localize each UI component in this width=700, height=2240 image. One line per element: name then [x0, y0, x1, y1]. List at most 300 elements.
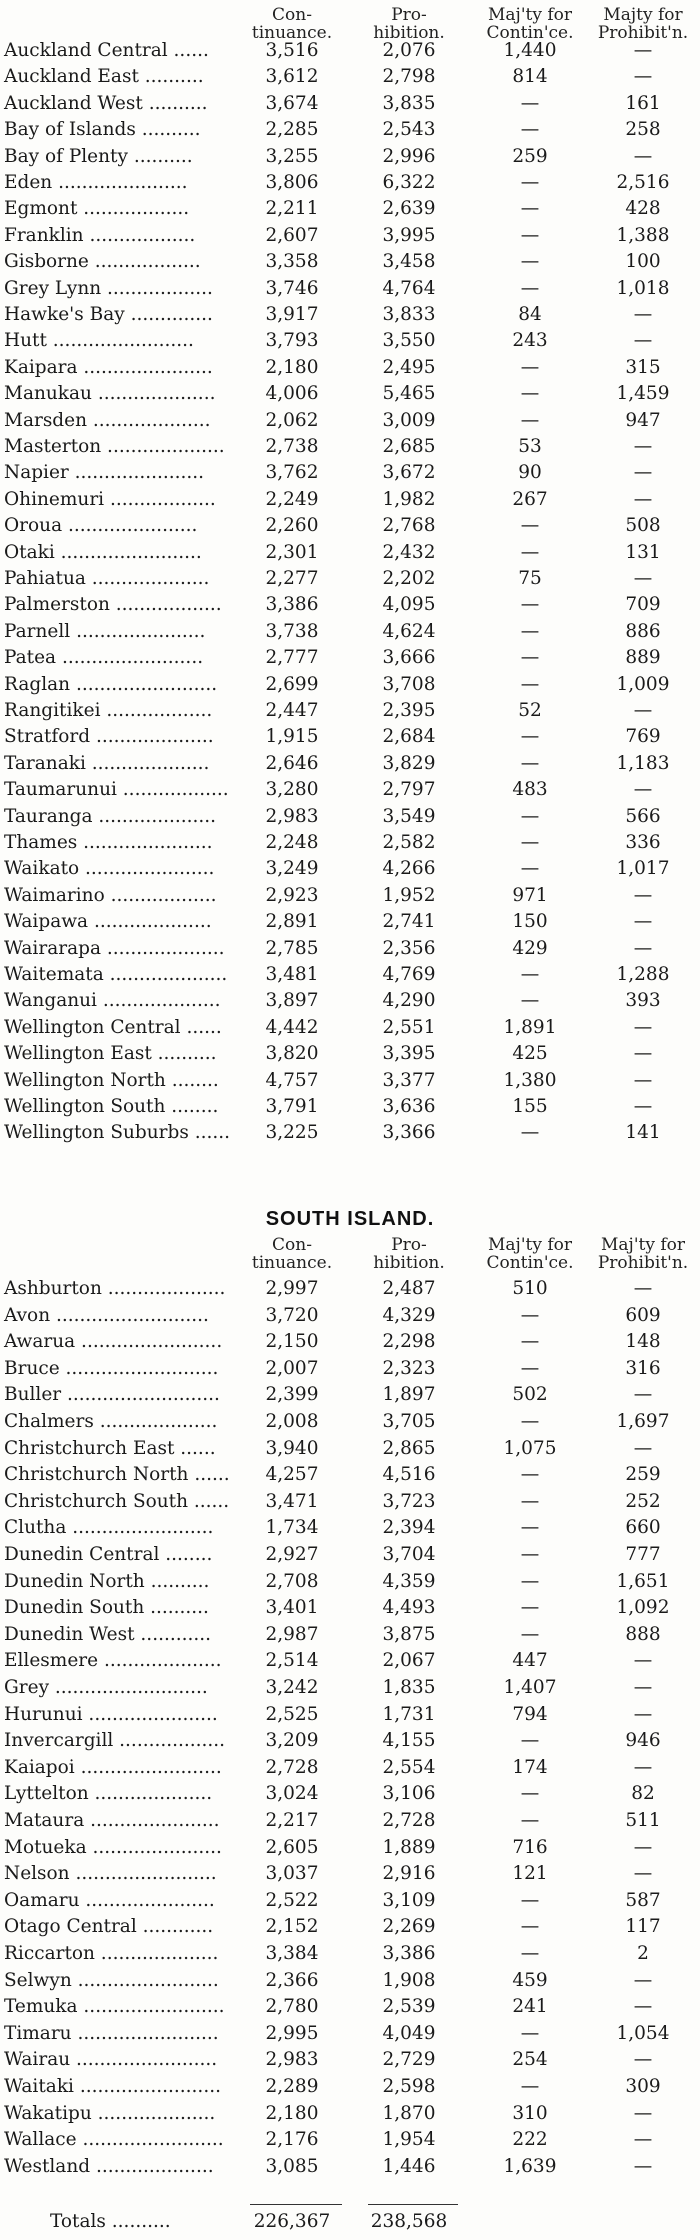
continuance-votes: 2,780 — [265, 1996, 319, 2018]
prohibition-votes: 4,329 — [382, 1304, 436, 1326]
majority-continuance: 243 — [512, 330, 548, 352]
majority-continuance: — — [520, 620, 540, 642]
continuance-votes: 2,248 — [265, 832, 319, 853]
table-row — [0, 1303, 700, 1329]
majority-prohibition: — — [633, 2155, 653, 2177]
prohibition-votes: 4,155 — [382, 1730, 436, 1752]
table-row — [0, 1356, 700, 1382]
continuance-votes: 2,062 — [265, 409, 319, 431]
header-continuance-line1: Con- — [272, 5, 312, 25]
majority-continuance: — — [520, 2022, 540, 2044]
prohibition-votes: 2,432 — [382, 541, 436, 563]
majority-continuance: 52 — [518, 700, 542, 721]
prohibition-votes: 3,829 — [382, 752, 436, 774]
table-row — [0, 196, 700, 222]
prohibition-votes: 2,323 — [382, 1357, 436, 1379]
district-name: Selwyn ........................ — [4, 1969, 219, 1991]
table-row — [0, 2074, 700, 2100]
district-name: Auckland East .......... — [4, 66, 204, 88]
prohibition-votes: 2,202 — [382, 568, 436, 589]
majority-continuance: 429 — [512, 937, 548, 959]
majority-continuance: — — [520, 515, 540, 537]
continuance-votes: 2,399 — [265, 1384, 319, 1406]
continuance-votes: 3,791 — [265, 1096, 319, 1117]
continuance-votes: 4,257 — [265, 1464, 319, 1486]
table-row — [0, 513, 700, 539]
majority-prohibition: 141 — [625, 1122, 661, 1144]
header-prohibition-line2: hibition. — [373, 23, 445, 43]
district-name: Christchurch East ...... — [4, 1437, 216, 1459]
majority-prohibition: — — [633, 1756, 653, 1778]
majority-prohibition: 587 — [625, 1889, 661, 1911]
continuance-votes: 2,785 — [265, 937, 319, 959]
majority-continuance: 121 — [512, 1863, 548, 1885]
majority-continuance: 459 — [512, 1969, 548, 1991]
prohibition-votes: 3,723 — [382, 1490, 436, 1512]
majority-prohibition: — — [633, 1278, 653, 1299]
table-row — [0, 1914, 700, 1940]
table-row — [0, 487, 700, 513]
majority-continuance: — — [520, 92, 540, 114]
majority-continuance: — — [520, 541, 540, 563]
majority-continuance: — — [520, 673, 540, 695]
majority-continuance: 90 — [518, 462, 542, 484]
district-name: Waipawa .................... — [4, 911, 212, 933]
south-header-majority-prohibition — [590, 1236, 696, 1272]
table-row — [0, 540, 700, 566]
majority-prohibition: — — [633, 462, 653, 484]
prohibition-votes: 3,672 — [382, 462, 436, 484]
table-row — [0, 566, 700, 592]
majority-continuance: — — [520, 383, 540, 405]
continuance-votes: 3,516 — [265, 40, 319, 61]
majority-continuance: — — [520, 1411, 540, 1432]
prohibition-votes: 2,797 — [382, 779, 436, 801]
totals-label: Totals .......... — [50, 2211, 171, 2232]
table-row — [0, 2127, 700, 2153]
majority-prohibition: 947 — [625, 409, 661, 431]
majority-continuance: 1,075 — [503, 1437, 557, 1459]
majority-prohibition: — — [633, 1650, 653, 1672]
prohibition-votes: 2,298 — [382, 1331, 436, 1353]
district-name: Masterton .................... — [4, 436, 225, 457]
south-header-prohibition — [362, 1236, 456, 1272]
continuance-votes: 2,708 — [265, 1570, 319, 1592]
majority-prohibition: 148 — [625, 1331, 661, 1353]
majority-continuance: — — [520, 832, 540, 853]
majority-prohibition: 769 — [625, 726, 661, 748]
majority-prohibition: 1,092 — [616, 1597, 670, 1619]
majority-continuance: — — [520, 409, 540, 431]
district-name: Hurunui ...................... — [4, 1703, 218, 1725]
majority-prohibition: 82 — [631, 1783, 655, 1805]
district-name: Clutha ........................ — [4, 1517, 214, 1539]
district-name: Mataura ...................... — [4, 1810, 220, 1831]
table-row — [0, 672, 700, 698]
continuance-votes: 2,289 — [265, 2076, 319, 2097]
table-row — [0, 408, 700, 434]
continuance-votes: 2,891 — [265, 911, 319, 933]
prohibition-votes: 2,685 — [382, 436, 436, 457]
continuance-votes: 2,525 — [265, 1703, 319, 1725]
prohibition-votes: 2,768 — [382, 515, 436, 537]
majority-prohibition: — — [633, 1096, 653, 1117]
continuance-votes: 2,983 — [265, 2049, 319, 2071]
majority-continuance: — — [520, 1357, 540, 1379]
majority-continuance: — — [520, 224, 540, 246]
continuance-votes: 2,366 — [265, 1969, 319, 1991]
majority-prohibition: 1,651 — [616, 1570, 670, 1592]
continuance-votes: 2,211 — [265, 198, 319, 220]
table-row — [0, 856, 700, 882]
prohibition-votes: 3,109 — [382, 1889, 436, 1911]
majority-prohibition: 1,459 — [616, 383, 670, 405]
continuance-votes: 3,242 — [265, 1677, 319, 1698]
prohibition-votes: 4,095 — [382, 594, 436, 616]
district-name: Hutt ........................ — [4, 330, 194, 352]
prohibition-votes: 3,377 — [382, 1069, 436, 1091]
district-name: Manukau .................... — [4, 383, 216, 405]
prohibition-votes: 3,636 — [382, 1096, 436, 1117]
majority-prohibition: — — [633, 1384, 653, 1406]
continuance-votes: 2,277 — [265, 568, 319, 589]
south-header-prohibition-line1: Pro- — [391, 1235, 427, 1255]
majority-prohibition: 511 — [625, 1810, 661, 1831]
majority-prohibition: — — [633, 1703, 653, 1725]
majority-prohibition: 777 — [625, 1544, 661, 1565]
table-row — [0, 830, 700, 856]
majority-prohibition: — — [633, 145, 653, 167]
district-name: Lyttelton .................... — [4, 1783, 213, 1805]
majority-continuance: 1,440 — [503, 40, 557, 61]
prohibition-votes: 2,076 — [382, 40, 436, 61]
prohibition-votes: 1,954 — [382, 2129, 436, 2151]
continuance-votes: 2,983 — [265, 805, 319, 827]
majority-prohibition: 566 — [625, 805, 661, 827]
district-name: Waitaki ........................ — [4, 2076, 221, 2097]
majority-prohibition: 886 — [625, 620, 661, 642]
district-name: Dunedin South .......... — [4, 1597, 209, 1619]
continuance-votes: 3,917 — [265, 304, 319, 325]
table-row — [0, 1382, 700, 1408]
prohibition-votes: 2,741 — [382, 911, 436, 933]
table-row — [0, 1622, 700, 1648]
header-majority-continuance-line2: Contin'ce. — [486, 23, 574, 43]
district-name: Otago Central ............ — [4, 1916, 214, 1938]
district-name: Eden ...................... — [4, 172, 188, 193]
continuance-votes: 3,806 — [265, 172, 319, 193]
prohibition-votes: 4,769 — [382, 964, 436, 985]
continuance-votes: 2,777 — [265, 647, 319, 669]
majority-prohibition: 1,288 — [616, 964, 670, 985]
table-row — [0, 883, 700, 909]
continuance-votes: 2,927 — [265, 1544, 319, 1565]
district-name: Auckland West .......... — [4, 92, 208, 114]
prohibition-votes: 3,875 — [382, 1623, 436, 1645]
majority-continuance: — — [520, 2076, 540, 2097]
prohibition-votes: 3,009 — [382, 409, 436, 431]
majority-continuance: 794 — [512, 1703, 548, 1725]
majority-continuance: — — [520, 990, 540, 1012]
table-row — [0, 1409, 700, 1435]
majority-prohibition: 1,697 — [616, 1411, 670, 1432]
majority-prohibition: 1,009 — [616, 673, 670, 695]
prohibition-votes: 2,356 — [382, 937, 436, 959]
table-row — [0, 751, 700, 777]
district-name: Kaiapoi ........................ — [4, 1756, 222, 1778]
majority-continuance: — — [520, 647, 540, 669]
majority-continuance: — — [520, 1810, 540, 1831]
prohibition-votes: 2,916 — [382, 1863, 436, 1885]
continuance-votes: 3,720 — [265, 1304, 319, 1326]
prohibition-votes: 2,487 — [382, 1278, 436, 1299]
table-row — [0, 2047, 700, 2073]
majority-prohibition: 258 — [625, 119, 661, 141]
continuance-votes: 2,646 — [265, 752, 319, 774]
prohibition-votes: 2,996 — [382, 145, 436, 167]
majority-prohibition: — — [633, 568, 653, 589]
continuance-votes: 3,746 — [265, 277, 319, 299]
continuance-votes: 2,522 — [265, 1889, 319, 1911]
header-majority-prohibition-line1: Majty for — [603, 5, 683, 25]
table-row — [0, 1041, 700, 1067]
continuance-votes: 3,820 — [265, 1043, 319, 1065]
prohibition-votes: 2,582 — [382, 832, 436, 853]
continuance-votes: 2,180 — [265, 2102, 319, 2124]
continuance-votes: 2,699 — [265, 673, 319, 695]
majority-continuance: 483 — [512, 779, 548, 801]
majority-prohibition: 609 — [625, 1304, 661, 1326]
majority-continuance: 75 — [518, 568, 542, 589]
header-continuance-line2: tinuance. — [251, 23, 333, 43]
majority-continuance: 1,380 — [503, 1069, 557, 1091]
district-name: Dunedin West ............ — [4, 1623, 211, 1645]
table-row — [0, 355, 700, 381]
continuance-votes: 4,006 — [265, 383, 319, 405]
majority-continuance: 971 — [512, 884, 548, 906]
continuance-votes: 3,085 — [265, 2155, 319, 2177]
district-name: Oroua ...................... — [4, 515, 198, 537]
majority-continuance: — — [520, 277, 540, 299]
majority-prohibition: 1,054 — [616, 2022, 670, 2044]
prohibition-votes: 3,704 — [382, 1544, 436, 1565]
table-row — [0, 1835, 700, 1861]
south-header-continuance — [244, 1236, 340, 1272]
majority-prohibition: 393 — [625, 990, 661, 1012]
majority-continuance: — — [520, 1570, 540, 1592]
continuance-votes: 2,728 — [265, 1756, 319, 1778]
prohibition-votes: 2,798 — [382, 66, 436, 88]
district-name: Christchurch North ...... — [4, 1464, 230, 1486]
majority-prohibition: — — [633, 1677, 653, 1698]
district-name: Wakatipu .................... — [4, 2102, 216, 2124]
table-row — [0, 1569, 700, 1595]
district-name: Wanganui .................... — [4, 990, 221, 1012]
table-row — [0, 1781, 700, 1807]
table-row — [0, 1755, 700, 1781]
table-row — [0, 249, 700, 275]
continuance-votes: 1,915 — [265, 726, 319, 748]
majority-prohibition: — — [633, 937, 653, 959]
table-row — [0, 2101, 700, 2127]
continuance-votes: 3,384 — [265, 1943, 319, 1964]
continuance-votes: 3,793 — [265, 330, 319, 352]
prohibition-votes: 1,908 — [382, 1969, 436, 1991]
majority-continuance: — — [520, 726, 540, 748]
district-name: Raglan ........................ — [4, 673, 218, 695]
continuance-votes: 2,008 — [265, 1411, 319, 1432]
majority-continuance: — — [520, 198, 540, 220]
majority-prohibition: 428 — [625, 198, 661, 220]
table-row — [0, 1941, 700, 1967]
prohibition-votes: 1,835 — [382, 1677, 436, 1698]
table-row — [0, 91, 700, 117]
prohibition-votes: 2,639 — [382, 198, 436, 220]
majority-prohibition: 309 — [625, 2076, 661, 2097]
district-name: Kaipara ...................... — [4, 356, 213, 378]
majority-prohibition: 1,018 — [616, 277, 670, 299]
district-name: Ashburton .................... — [4, 1278, 226, 1299]
south-header-majority-continuance-line1: Maj'ty for — [488, 1235, 572, 1255]
table-row — [0, 460, 700, 486]
prohibition-votes: 3,395 — [382, 1043, 436, 1065]
majority-prohibition: — — [633, 436, 653, 457]
majority-prohibition: 709 — [625, 594, 661, 616]
south-header-prohibition-line2: hibition. — [373, 1253, 445, 1273]
majority-continuance: — — [520, 1544, 540, 1565]
majority-continuance: — — [520, 1490, 540, 1512]
south-header-continuance-line1: Con- — [272, 1235, 312, 1255]
majority-prohibition: 2 — [637, 1943, 649, 1964]
majority-prohibition: 946 — [625, 1730, 661, 1752]
table-row — [0, 962, 700, 988]
table-row — [0, 302, 700, 328]
district-name: Wellington East .......... — [4, 1043, 217, 1065]
majority-continuance: — — [520, 1597, 540, 1619]
majority-continuance: 259 — [512, 145, 548, 167]
table-row — [0, 1329, 700, 1355]
majority-continuance: 254 — [512, 2049, 548, 2071]
district-name: Christchurch South ...... — [4, 1490, 230, 1512]
prohibition-votes: 4,624 — [382, 620, 436, 642]
table-row — [0, 1515, 700, 1541]
totals-prohibition: 238,568 — [370, 2211, 448, 2232]
table-row — [0, 328, 700, 354]
majority-prohibition: — — [633, 2049, 653, 2071]
table-row — [0, 1542, 700, 1568]
continuance-votes: 3,249 — [265, 858, 319, 880]
district-name: Gisborne .................. — [4, 251, 201, 273]
continuance-votes: 3,225 — [265, 1122, 319, 1144]
district-name: Chalmers .................... — [4, 1411, 218, 1432]
majority-continuance: — — [520, 251, 540, 273]
majority-continuance: 510 — [512, 1278, 548, 1299]
continuance-votes: 2,997 — [265, 1278, 319, 1299]
majority-prohibition: 660 — [625, 1517, 661, 1539]
table-row — [0, 1276, 700, 1302]
district-name: Bay of Islands .......... — [4, 119, 201, 141]
prohibition-votes: 4,516 — [382, 1464, 436, 1486]
majority-continuance: — — [520, 1331, 540, 1353]
majority-continuance: 502 — [512, 1384, 548, 1406]
continuance-votes: 2,301 — [265, 541, 319, 563]
totals-row — [0, 2208, 700, 2236]
majority-prohibition: — — [633, 1043, 653, 1065]
district-name: Nelson ........................ — [4, 1863, 217, 1885]
table-row — [0, 1888, 700, 1914]
prohibition-votes: 2,543 — [382, 119, 436, 141]
district-name: Egmont .................. — [4, 198, 190, 220]
continuance-votes: 2,260 — [265, 515, 319, 537]
table-row — [0, 276, 700, 302]
header-majority-continuance-line1: Maj'ty for — [488, 5, 572, 25]
majority-prohibition: 117 — [625, 1916, 661, 1938]
header-majority-prohibition-line2: Prohibit'n. — [597, 23, 689, 43]
district-name: Waitemata .................... — [4, 964, 228, 985]
continuance-votes: 3,612 — [265, 66, 319, 88]
district-name: Wellington Central ...... — [4, 1016, 222, 1038]
district-name: Taranaki .................... — [4, 752, 210, 774]
district-name: Oamaru ...................... — [4, 1889, 215, 1911]
majority-continuance: 447 — [512, 1650, 548, 1672]
majority-prohibition: — — [633, 1969, 653, 1991]
majority-continuance: 241 — [512, 1996, 548, 2018]
district-name: Palmerston .................. — [4, 594, 222, 616]
district-name: Wellington South ........ — [4, 1096, 219, 1117]
table-row — [0, 1595, 700, 1621]
table-row — [0, 592, 700, 618]
table-row — [0, 1968, 700, 1994]
table-row — [0, 170, 700, 196]
majority-continuance: — — [520, 805, 540, 827]
majority-prohibition: — — [633, 66, 653, 88]
continuance-votes: 2,285 — [265, 119, 319, 141]
district-name: Awarua ........................ — [4, 1331, 223, 1353]
table-row — [0, 144, 700, 170]
prohibition-votes: 3,705 — [382, 1411, 436, 1432]
prohibition-votes: 3,366 — [382, 1122, 436, 1144]
table-row — [0, 619, 700, 645]
prohibition-votes: 2,394 — [382, 1517, 436, 1539]
totals-rule-prohibition — [368, 2204, 458, 2205]
continuance-votes: 3,897 — [265, 990, 319, 1012]
table-row — [0, 777, 700, 803]
prohibition-votes: 2,551 — [382, 1016, 436, 1038]
prohibition-votes: 5,465 — [382, 383, 436, 405]
prohibition-votes: 4,049 — [382, 2022, 436, 2044]
district-name: Bruce .......................... — [4, 1357, 219, 1379]
district-name: Avon .......................... — [4, 1304, 209, 1326]
prohibition-votes: 3,835 — [382, 92, 436, 114]
prohibition-votes: 2,684 — [382, 726, 436, 748]
majority-continuance: — — [520, 1943, 540, 1964]
majority-continuance: — — [520, 964, 540, 985]
table-row — [0, 381, 700, 407]
prohibition-votes: 3,708 — [382, 673, 436, 695]
prohibition-votes: 4,764 — [382, 277, 436, 299]
majority-prohibition: — — [633, 2129, 653, 2151]
table-row — [0, 2021, 700, 2047]
majority-continuance: — — [520, 172, 540, 193]
continuance-votes: 3,280 — [265, 779, 319, 801]
prohibition-votes: 3,995 — [382, 224, 436, 246]
prohibition-votes: 1,889 — [382, 1836, 436, 1858]
table-row — [0, 1728, 700, 1754]
continuance-votes: 2,249 — [265, 488, 319, 510]
continuance-votes: 3,481 — [265, 964, 319, 985]
continuance-votes: 2,217 — [265, 1810, 319, 1831]
table-row — [0, 645, 700, 671]
